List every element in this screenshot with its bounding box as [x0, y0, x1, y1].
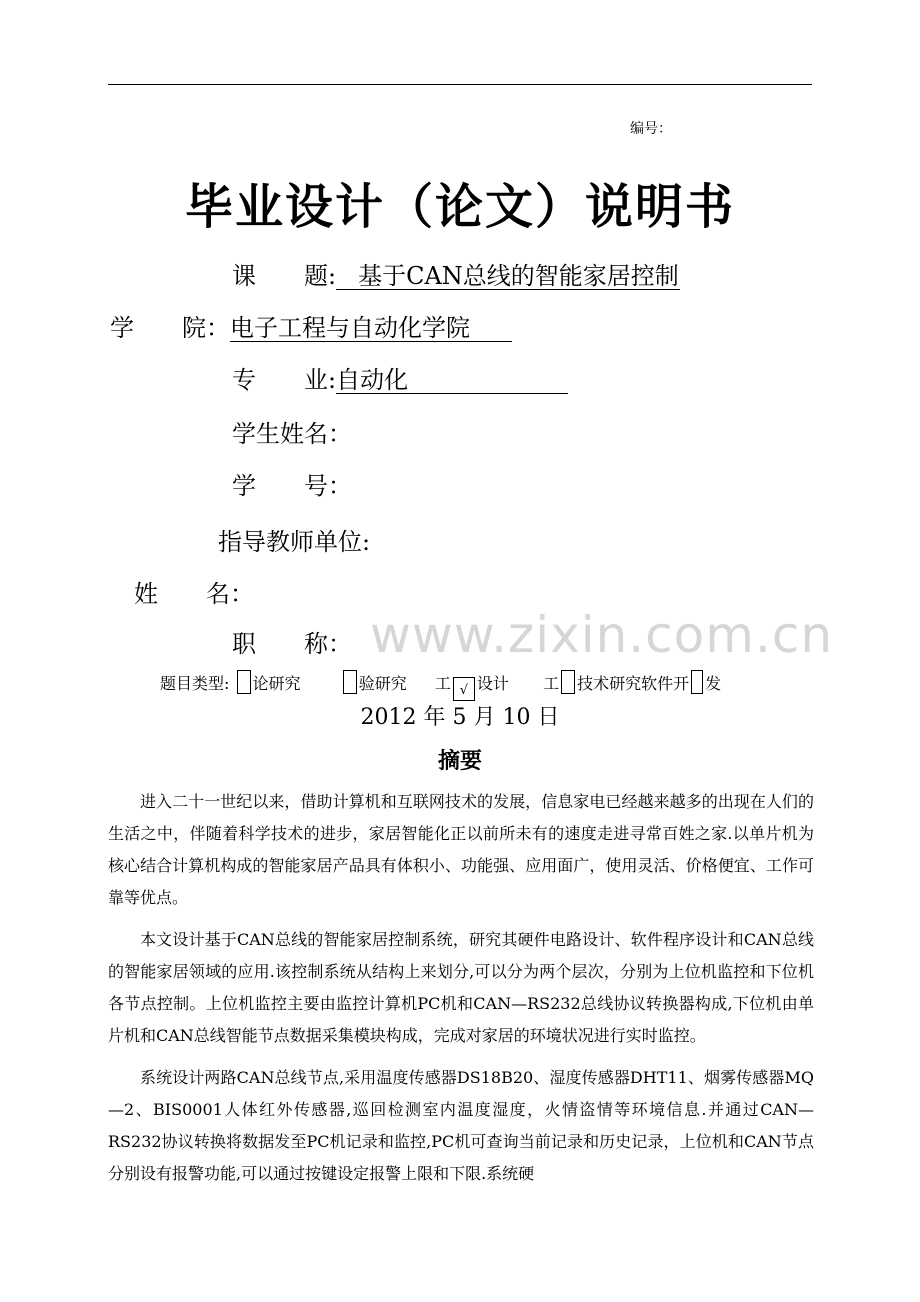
abstract-paragraph-2: 本文设计基于CAN总线的智能家居控制系统，研究其硬件电路设计、软件程序设计和CAN总线的智能家居领域的应用.该控制系统从结构上来划分,可以分为两个层次，分别为上位机监控和下位机各节点控制。上位机监控主要由监控计算机PC机和CAN—RS232总线协议转换器构成,下位机由单片机和CAN总线智能节点数据采集模块构成，完成对家居的环境状况进行实时监控。	[108, 930, 814, 1045]
engineering-design-label: 设计	[476, 674, 509, 693]
advisor-title-label: 职 称：	[232, 630, 352, 658]
abstract-paragraph-3: 系统设计两路CAN总线节点,采用温度传感器DS18B20、湿度传感器DHT11、烟雾传感器MQ—2、BIS0001人体红外传感器,巡回检测室内温度湿度，火情盗情等环境信息.并通过CAN—RS232协议转换将数据发至PC机记录和监控,PC机可查询当前记录和历史记录，上位机和CAN节点分别设有报警功能,可以通过按键设定报警上限和下限.系统硬	[108, 1068, 814, 1183]
experiment-research-checkbox[interactable]	[343, 670, 357, 694]
engineering-tech-checkbox[interactable]	[561, 670, 575, 694]
advisor-name-label: 姓 名：	[134, 580, 254, 608]
serial-number-label: 编号：	[630, 121, 672, 137]
topic-type-label: 题目类型:	[160, 674, 230, 693]
student-id-label: 学 号：	[232, 472, 352, 500]
watermark: www.zixin.com.cn	[370, 606, 834, 664]
advisor-name-field	[134, 574, 254, 609]
topic-value: 基于CAN总线的智能家居控制	[336, 263, 680, 290]
major-field	[232, 360, 568, 395]
student-name-label: 学生姓名：	[232, 420, 352, 448]
college-field	[110, 308, 512, 343]
page-title: 毕业设计（论文）说明书	[184, 179, 735, 235]
college-value: 电子工程与自动化学院	[230, 315, 512, 342]
college-label: 学 院：	[110, 314, 230, 342]
topic-type-row	[160, 670, 721, 701]
engineering-design-prefix: 工	[434, 674, 451, 693]
header-rule	[108, 84, 812, 85]
advisor-title-field	[232, 624, 352, 659]
student-name-field	[232, 414, 352, 449]
abstract-body	[108, 786, 814, 1200]
engineering-tech-prefix: 工	[543, 674, 560, 693]
engineering-design-checkbox[interactable]: √	[453, 677, 475, 701]
major-label: 专 业:	[232, 366, 337, 394]
theory-research-checkbox[interactable]	[237, 670, 251, 694]
major-value: 自动化	[336, 367, 568, 394]
topic-field	[232, 256, 680, 291]
engineering-tech-label: 技术研究软件开	[577, 674, 690, 693]
submission-date: 2012 年 5 月 10 日	[360, 705, 560, 730]
topic-label: 课 题:	[232, 262, 337, 290]
software-dev-end: 发	[705, 674, 722, 693]
experiment-research-label: 验研究	[358, 674, 407, 693]
advisor-unit-label: 指导教师单位:	[218, 528, 371, 556]
advisor-unit-field	[218, 522, 370, 557]
abstract-paragraph-1: 进入二十一世纪以来，借助计算机和互联网技术的发展，信息家电已经越来越多的出现在人们的生活之中，伴随着科学技术的进步，家居智能化正以前所未有的速度走进寻常百姓之家.以单片机为核心结合计算机构成的智能家居产品具有体积小、功能强、应用面广，使用灵活、价格便宜、工作可靠等优点。	[108, 792, 814, 907]
student-id-field	[232, 466, 352, 501]
theory-research-label: 论研究	[252, 674, 301, 693]
software-dev-checkbox[interactable]	[691, 670, 703, 694]
abstract-title: 摘要	[437, 749, 482, 774]
